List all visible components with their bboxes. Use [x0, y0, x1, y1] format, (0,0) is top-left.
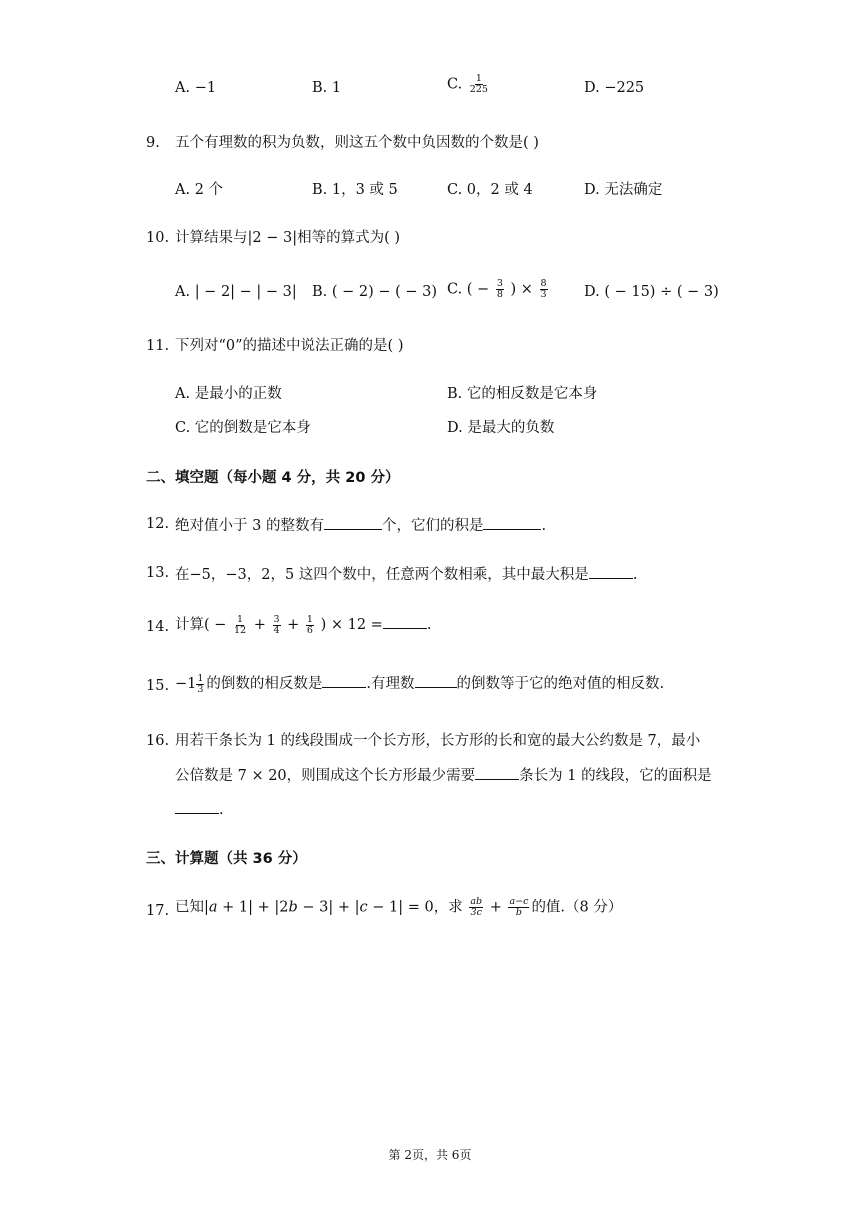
q10-text: 计算结果与|2 − 3|相等的算式为( ) — [175, 230, 401, 246]
fraction-denominator: 4 — [273, 624, 280, 636]
q17-p3: − 1| = 0，求 — [367, 899, 463, 916]
q8-option-b: B. 1 — [312, 80, 342, 96]
q8-option-a: A. −1 — [175, 80, 217, 96]
q14-fraction-3 — [306, 615, 314, 636]
section-heading-calculation: 三、计算题（共 36 分） — [146, 851, 307, 867]
q10-option-c — [447, 279, 550, 300]
q15-text — [175, 672, 664, 695]
q10-option-a: A. | − 2| − | − 3| — [175, 284, 297, 300]
q15-part2: .有理数 — [366, 676, 415, 692]
q17-suffix: 的值.（8 分） — [531, 899, 623, 916]
q9-option-d: D. 无法确定 — [584, 182, 663, 198]
page-footer: 第 2页，共 6页 — [388, 1148, 472, 1162]
q16-line3 — [175, 798, 224, 820]
fraction-denominator: 6 — [306, 624, 313, 636]
q12-text — [175, 514, 546, 536]
fraction-numerator: 3 — [496, 278, 503, 289]
q12-part3: . — [541, 518, 547, 534]
q10-option-b: B. ( − 2) − ( − 3) — [312, 284, 438, 300]
fraction-numerator: ab — [470, 896, 483, 907]
variable-a: a — [208, 899, 218, 916]
plus-sign: + — [253, 617, 266, 633]
answer-blank[interactable] — [175, 798, 219, 814]
q8-option-d: D. −225 — [584, 80, 645, 96]
plus-sign: + — [287, 617, 300, 633]
q11-option-d: D. 是最大的负数 — [447, 420, 555, 436]
q8-option-c-prefix: C. — [447, 76, 463, 93]
q15-mixed-fraction — [196, 674, 204, 695]
q15-part1: 的倒数的相反数是 — [206, 676, 323, 692]
q16-line2-part1: 公倍数是 7 × 20，则围成这个长方形最少需要 — [175, 768, 476, 784]
answer-blank[interactable] — [483, 514, 541, 530]
q13-part2: . — [632, 567, 638, 583]
fraction-numerator: 1 — [306, 613, 313, 625]
q17-p1: + 1| + |2 — [217, 899, 289, 916]
q16-line1: 用若干条长为 1 的线段围成一个长方形，长方形的长和宽的最大公约数是 7，最小 — [175, 733, 701, 749]
q9-text: 五个有理数的积为负数，则这五个数中负因数的个数是( ) — [175, 135, 539, 151]
q11-text: 下列对“0”的描述中说法正确的是( ) — [175, 338, 404, 354]
fraction-numerator: 1 — [197, 672, 204, 684]
q11-number: 11. — [146, 338, 170, 354]
q10-option-c-fraction-2 — [540, 279, 548, 300]
answer-blank[interactable] — [322, 672, 366, 688]
q17-fraction-2 — [508, 897, 529, 918]
q12-part2: 个，它们的积是 — [381, 518, 484, 534]
q17-number: 17. — [146, 903, 170, 919]
q12-number: 12. — [146, 516, 170, 532]
variable-b: b — [288, 899, 298, 916]
answer-blank[interactable] — [324, 514, 382, 530]
answer-blank[interactable] — [589, 563, 633, 579]
fraction-numerator: a−c — [509, 896, 529, 907]
fraction-denominator: 225 — [469, 84, 488, 95]
q15-number: 15. — [146, 678, 170, 694]
q14-text — [175, 613, 431, 636]
q8-option-c-fraction — [469, 74, 489, 95]
variable-c: c — [359, 899, 368, 916]
q14-fraction-1 — [233, 615, 247, 636]
q13-number: 13. — [146, 565, 170, 581]
answer-blank[interactable] — [415, 672, 457, 688]
q10-option-c-prefix: C. ( − — [447, 281, 490, 298]
q10-option-c-mid: ) × — [510, 281, 533, 298]
q13-text — [175, 563, 637, 585]
q11-option-b: B. 它的相反数是它本身 — [447, 386, 598, 402]
section-heading-fill-in: 二、填空题（每小题 4 分，共 20 分） — [146, 470, 400, 486]
q12-part1: 绝对值小于 3 的整数有 — [175, 518, 324, 534]
q14-prefix: 计算( − — [175, 617, 227, 633]
q9-number: 9. — [146, 135, 160, 151]
q10-option-c-fraction-1 — [496, 279, 504, 300]
fraction-denominator: 8 — [496, 289, 503, 300]
q9-option-c: C. 0，2 或 4 — [447, 182, 533, 198]
fraction-denominator: 12 — [234, 624, 247, 636]
q15-part3: 的倒数等于它的绝对值的相反数. — [456, 676, 665, 692]
q14-suffix: ) × 12 = — [320, 617, 383, 633]
fraction-denominator: 3 — [197, 683, 204, 695]
fraction-numerator: 3 — [273, 613, 280, 625]
fraction-numerator: 8 — [540, 278, 547, 289]
q16-number: 16. — [146, 733, 170, 749]
q17-p2: − 3| + | — [297, 899, 360, 916]
q10-option-d: D. ( − 15) ÷ ( − 3) — [584, 284, 719, 300]
q11-option-c: C. 它的倒数是它本身 — [175, 420, 311, 436]
q14-fraction-2 — [273, 615, 281, 636]
q16-line3-end: . — [219, 802, 224, 818]
fraction-denominator: 3 — [540, 289, 547, 300]
q16-line2 — [175, 764, 712, 786]
q14-end: . — [426, 617, 432, 633]
fraction-denominator: b — [515, 907, 522, 918]
fraction-numerator: 1 — [475, 73, 482, 84]
q17-text — [175, 897, 622, 918]
q17-fraction-1 — [469, 897, 483, 918]
fraction-denominator: 3c — [470, 907, 482, 918]
q16-line2-part2: 条长为 1 的线段，它的面积是 — [519, 768, 712, 784]
q11-option-a: A. 是最小的正数 — [175, 386, 282, 402]
answer-blank[interactable] — [383, 613, 427, 629]
q8-option-c — [447, 74, 491, 95]
q13-part1: 在−5，−3，2，5 这四个数中，任意两个数相乘，其中最大积是 — [175, 567, 589, 583]
plus-sign: + — [489, 899, 502, 916]
q14-number: 14. — [146, 619, 170, 635]
q9-option-b: B. 1，3 或 5 — [312, 182, 398, 198]
q17-prefix: 已知| — [175, 899, 209, 916]
q10-number: 10. — [146, 230, 170, 246]
q9-option-a: A. 2 个 — [175, 182, 224, 198]
q15-prefix: −1 — [175, 676, 197, 692]
fraction-numerator: 1 — [237, 613, 244, 625]
answer-blank[interactable] — [475, 764, 519, 780]
